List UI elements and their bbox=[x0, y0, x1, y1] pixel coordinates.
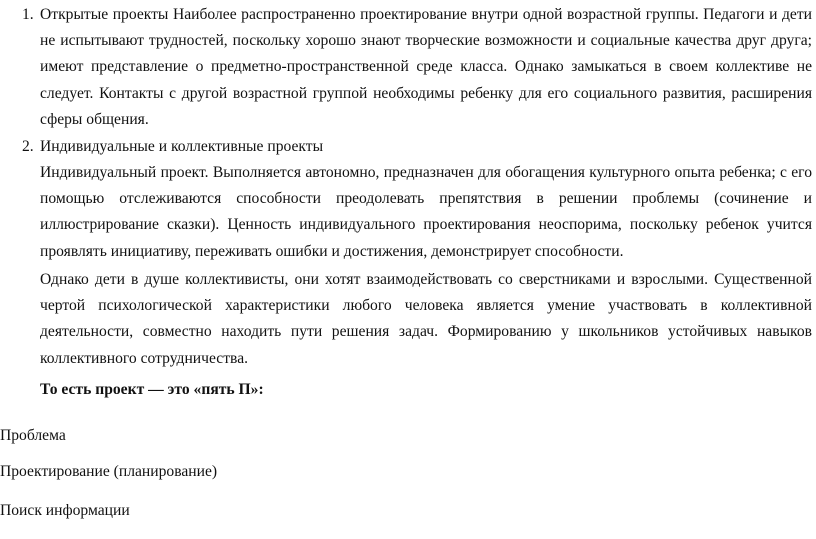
text-line: следует. Контакты с другой возрастной группой необходимы ребенку для его социального развития, расширения bbox=[40, 84, 812, 102]
text-line: помощью отслеживаются способности преодолевать препятствия в решении проблемы (сочинение и bbox=[40, 190, 812, 208]
item1-paragraph bbox=[40, 2, 812, 133]
text-line: иллюстрирование сказки). Ценность индивидуального проектирования неоспорима, поскольку ребенок учится bbox=[40, 216, 812, 234]
list-number: 2. bbox=[22, 138, 34, 155]
text-line: деятельности, совместно находить пути решения задач. Формированию у школьников устойчивых навыков bbox=[40, 323, 812, 341]
text-line: сферы общения. bbox=[40, 110, 149, 128]
text-line: не испытывают трудностей, поскольку хорошо знают творческие возможности и социальные качества друг друга; bbox=[40, 32, 812, 50]
text-line: коллективного сотрудничества. bbox=[40, 349, 249, 367]
text-line: чертой психологической характеристики любого человека является умение участвовать в коллективной bbox=[40, 297, 812, 315]
text-line: Индивидуальный проект. Выполняется автономно, предназначен для обогащения культурного опыта ребенка; с его bbox=[40, 164, 812, 181]
text-line: Открытые проекты Наиболее распространенно проектирование внутри одной возрастной группы. Педагоги и дети bbox=[40, 6, 812, 23]
list-entry-planning: Проектирование (планирование) bbox=[0, 463, 218, 480]
text-line: проявлять инициативу, переживать ошибки и достижения, демонстрирует способности. bbox=[40, 242, 624, 260]
item2-paragraph-1 bbox=[40, 160, 812, 265]
list-entry-problem: Проблема bbox=[0, 427, 66, 444]
item2-paragraph-2 bbox=[40, 267, 812, 372]
section-heading: Индивидуальные и коллективные проекты bbox=[40, 138, 324, 155]
list-entry-search: Поиск информации bbox=[0, 502, 130, 519]
text-line: имеют представление о предметно-пространственной среде класса. Однако замыкаться в своем коллективе не bbox=[40, 58, 812, 76]
five-p-subheading: То есть проект — это «пять П»: bbox=[40, 381, 264, 398]
item2-heading bbox=[40, 134, 812, 160]
text-line: Однако дети в душе коллективисты, они хотят взаимодействовать со сверстниками и взрослыми. Существенной bbox=[40, 271, 812, 288]
list-number: 1. bbox=[22, 6, 34, 23]
